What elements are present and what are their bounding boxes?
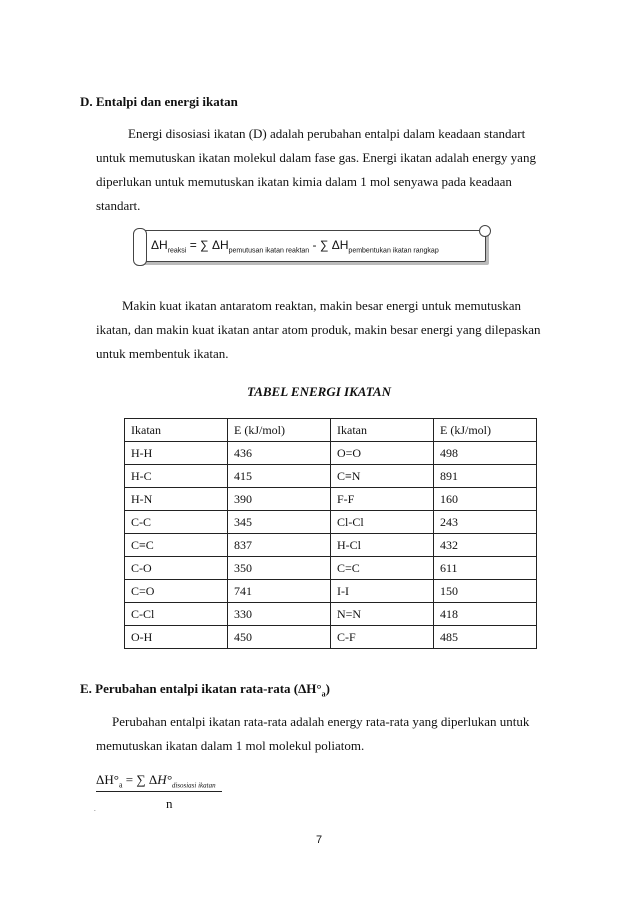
bond-cell: C≡N	[331, 465, 434, 488]
table-row	[125, 442, 537, 465]
eq-lhs: ΔH°	[96, 772, 119, 787]
para1-line4: standart.	[96, 198, 141, 213]
table-row	[125, 580, 537, 603]
section-e-heading-sub: a	[321, 689, 326, 699]
table-row	[125, 626, 537, 649]
para-e-line2: memutuskan ikatan dalam 1 mol molekul poliatom.	[96, 738, 365, 753]
enthalpy-formula	[151, 238, 439, 254]
eq-h-sub: disosiasi ikatan	[171, 781, 216, 790]
bond-cell: C≡C	[125, 534, 228, 557]
bond-cell: C=C	[331, 557, 434, 580]
section-d-paragraph-2	[96, 294, 542, 366]
eq-lhs-sub: a	[118, 780, 123, 790]
energy-cell: 432	[434, 534, 537, 557]
energy-cell: 150	[434, 580, 537, 603]
formula-sub-reaksi: reaksi	[167, 247, 187, 255]
table-header-cell: Ikatan	[331, 419, 434, 442]
eq-denominator: n	[166, 796, 173, 811]
energy-cell: 418	[434, 603, 537, 626]
energy-cell: 837	[228, 534, 331, 557]
bond-cell: O-H	[125, 626, 228, 649]
section-e-heading-end: )	[325, 681, 330, 696]
average-enthalpy-equation	[96, 772, 216, 790]
bond-cell: C-C	[125, 511, 228, 534]
table-header-cell: E (kJ/mol)	[228, 419, 331, 442]
formula-delta-h: ΔH	[151, 238, 168, 252]
para-e-line1: Perubahan entalpi ikatan rata-rata adalah energy rata-rata yang diperlukan untuk	[112, 714, 530, 729]
energy-cell: 330	[228, 603, 331, 626]
energy-cell: 160	[434, 488, 537, 511]
bond-energy-table	[124, 418, 537, 649]
para2-line2: ikatan, dan makin kuat ikatan antar atom produk, makin besar energi yang dilepaskan	[96, 322, 541, 337]
bond-cell: H-Cl	[331, 534, 434, 557]
bond-cell: H-C	[125, 465, 228, 488]
bond-cell: I-I	[331, 580, 434, 603]
formula-scroll-box	[140, 230, 486, 262]
table-row	[125, 534, 537, 557]
section-d-heading: D. Entalpi dan energi ikatan	[80, 94, 238, 109]
energy-cell: 350	[228, 557, 331, 580]
energy-cell: 741	[228, 580, 331, 603]
para1-line3: diperlukan untuk memutuskan ikatan kimia dalam 1 mol senyawa pada keadaan	[96, 174, 512, 189]
formula-minus-sum: - ∑ ΔH	[309, 238, 349, 252]
page-number: 7	[315, 834, 323, 846]
bond-cell: F-F	[331, 488, 434, 511]
energy-cell: 390	[228, 488, 331, 511]
bond-cell: Cl-Cl	[331, 511, 434, 534]
energy-cell: 436	[228, 442, 331, 465]
table-title: TABEL ENERGI IKATAN	[246, 384, 391, 399]
table-header-row	[125, 419, 537, 442]
para1-line1: Energi disosiasi ikatan (D) adalah perubahan entalpi dalam keadaan standart	[128, 126, 526, 141]
formula-sub-pemutusan: pemutusan ikatan reaktan	[228, 247, 310, 255]
para2-line1: Makin kuat ikatan antaratom reaktan, makin besar energi untuk memutuskan	[122, 298, 522, 313]
para1-line2: untuk memutuskan ikatan molekul dalam fase gas. Energi ikatan adalah energy yang	[96, 150, 536, 165]
energy-cell: 498	[434, 442, 537, 465]
eq-sum: = ∑ Δ	[122, 772, 158, 787]
energy-cell: 415	[228, 465, 331, 488]
bond-cell: H-N	[125, 488, 228, 511]
eq-h-degree: H°	[157, 772, 172, 787]
table-row	[125, 603, 537, 626]
table-row	[125, 488, 537, 511]
energy-cell: 243	[434, 511, 537, 534]
energy-cell: 450	[228, 626, 331, 649]
energy-cell: 891	[434, 465, 537, 488]
table-header-cell: Ikatan	[125, 419, 228, 442]
fraction-bar	[96, 791, 222, 792]
section-e-heading	[80, 681, 330, 699]
section-e-paragraph	[96, 710, 542, 758]
table-row	[125, 511, 537, 534]
bond-cell: C=O	[125, 580, 228, 603]
bond-cell: C-F	[331, 626, 434, 649]
section-d-paragraph-1	[96, 122, 542, 218]
scroll-curl-right	[479, 225, 491, 237]
formula-equals-sum: = ∑ ΔH	[186, 238, 229, 252]
bond-cell: O=O	[331, 442, 434, 465]
bond-cell: C-Cl	[125, 603, 228, 626]
table-row	[125, 557, 537, 580]
bond-cell: C-O	[125, 557, 228, 580]
section-e-heading-text: E. Perubahan entalpi ikatan rata-rata (ΔH°	[80, 681, 322, 696]
bond-cell: N=N	[331, 603, 434, 626]
table-row	[125, 465, 537, 488]
stray-mark: .	[94, 805, 96, 813]
energy-cell: 485	[434, 626, 537, 649]
formula-sub-pembentukan: pembentukan ikatan rangkap	[348, 247, 439, 255]
para2-line3: untuk membentuk ikatan.	[96, 346, 229, 361]
energy-cell: 611	[434, 557, 537, 580]
bond-cell: H-H	[125, 442, 228, 465]
scroll-curl-left	[133, 228, 147, 266]
energy-cell: 345	[228, 511, 331, 534]
table-header-cell: E (kJ/mol)	[434, 419, 537, 442]
